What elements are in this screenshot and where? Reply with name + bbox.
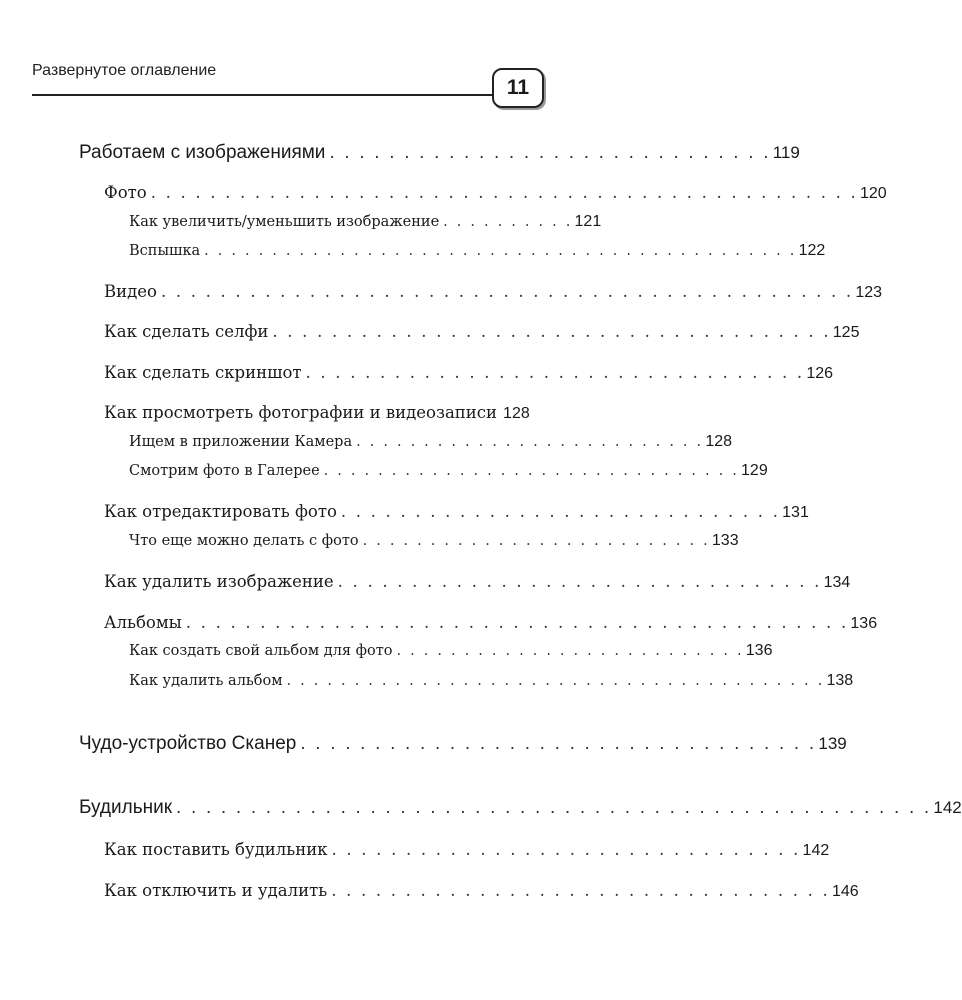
toc-entry[interactable] xyxy=(104,363,834,383)
toc-entry-label: Альбомы xyxy=(104,613,182,632)
toc-entry[interactable] xyxy=(104,502,809,522)
toc-entry-page: 128 xyxy=(503,405,530,422)
toc-entry[interactable] xyxy=(129,213,602,231)
toc-entry-label: Как сделать селфи xyxy=(104,322,269,341)
toc-entry-page: 134 xyxy=(823,574,851,591)
toc-entry-label: Ищем в приложении Камера xyxy=(129,434,353,450)
toc-entry-label: Вспышка xyxy=(129,243,201,259)
toc-entry[interactable] xyxy=(104,840,830,860)
toc-leader-dots: . . . . . . . . . . . . . . . . . . . . . . . . . . xyxy=(396,643,744,659)
toc-entry-page: 138 xyxy=(826,672,854,689)
toc-entry-label: Как удалить изображение xyxy=(104,572,334,591)
toc-entry-page: 128 xyxy=(705,433,733,450)
toc-entry-label: Как сделать скриншот xyxy=(104,363,302,382)
toc-entry[interactable] xyxy=(79,797,962,819)
running-header-title: Развернутое оглавление xyxy=(32,62,217,79)
toc-entry-page: 131 xyxy=(782,504,809,521)
page-number-badge: 11 xyxy=(492,68,544,108)
toc-leader-dots: . . . . . . . . . . . . . . . . . . . . . . . . . . . . . . . . . . xyxy=(331,881,830,900)
toc-entry-page: 142 xyxy=(933,798,962,817)
toc-leader-dots: . . . . . . . . . . . . . . . . . . . . . . . . . . . . . . . . . . . . . . . . . . . . . . . xyxy=(160,282,854,301)
toc-entry-label: Как увеличить/уменьшить изображение xyxy=(129,214,440,230)
toc-entry[interactable] xyxy=(129,433,733,451)
toc-entry-page: 133 xyxy=(711,532,739,549)
toc-entry-label: Смотрим фото в Галерее xyxy=(129,463,320,479)
toc-entry-page: 119 xyxy=(772,143,800,162)
toc-leader-dots: . . . . . . . . . . . . . . . . . . . . . . . . . . . . . . . . . . . . . . . . . . . . . . . . xyxy=(150,183,858,202)
toc-entry-label: Фото xyxy=(104,183,147,202)
toc-leader-dots: . . . . . . . . . . . . . . . . . . . . . . . . . . . . . . . . . . . . . . . . xyxy=(286,673,825,689)
toc-entry-page: 126 xyxy=(806,365,834,382)
toc-leader-dots: . . . . . . . . . . . . . . . . . . . . . . . . . . xyxy=(362,533,710,549)
toc-entry[interactable] xyxy=(129,242,826,260)
toc-entry-page: 122 xyxy=(798,242,826,259)
toc-entry-label: Как удалить альбом xyxy=(129,673,283,689)
toc-entry-page: 136 xyxy=(745,642,773,659)
toc-entry[interactable] xyxy=(104,322,860,342)
toc-leader-dots: . . . . . . . . . . . . . . . . . . . . . . . . . . . . . . . xyxy=(323,463,740,479)
toc-entry-page: 120 xyxy=(859,185,887,202)
toc-entry[interactable] xyxy=(129,672,854,690)
toc-entry[interactable] xyxy=(104,881,859,901)
toc-entry-page: 136 xyxy=(850,615,878,632)
toc-entry-page: 139 xyxy=(818,734,847,753)
toc-leader-dots: . . . . . . . . . . . . . . . . . . . . . . . . . . . . . . . . xyxy=(331,840,801,859)
toc-entry-label: Чудо-устройство Сканер xyxy=(79,733,297,754)
toc-entry-page: 123 xyxy=(855,284,883,301)
toc-entry-label: Как поставить будильник xyxy=(104,840,328,859)
toc-entry[interactable] xyxy=(129,642,773,660)
toc-leader-dots: . . . . . . . . . . . . . . . . . . . . . . . . . . . . . . . . . . . . . . . . . . . . . xyxy=(185,613,849,632)
toc-entry[interactable] xyxy=(104,613,878,633)
toc-entry-label: Работаем с изображениями xyxy=(79,142,326,163)
toc-entry[interactable] xyxy=(104,403,530,423)
toc-leader-dots: . . . . . . . . . . . . . . . . . . . . . . . . . . . . . . . . . . . xyxy=(300,733,817,754)
toc-leader-dots: . . . . . . . . . . . . . . . . . . . . . . . . . . xyxy=(356,434,704,450)
toc-leader-dots: . . . . . . . . . . . . . . . . . . . . . . . . . . . . . . xyxy=(329,142,771,163)
toc-entry-page: 129 xyxy=(741,462,768,479)
toc-entry[interactable] xyxy=(129,462,768,480)
toc-entry-page: 146 xyxy=(832,883,859,900)
toc-entry-page: 142 xyxy=(802,842,830,859)
toc-entry-label: Что еще можно делать с фото xyxy=(129,533,359,549)
toc-entry[interactable] xyxy=(129,532,739,550)
toc-entry-label: Будильник xyxy=(79,797,173,818)
toc-entry[interactable] xyxy=(104,572,851,592)
toc-entry-page: 125 xyxy=(832,324,860,341)
toc-entry[interactable] xyxy=(104,282,883,302)
toc-entry-page: 121 xyxy=(574,213,602,230)
toc-leader-dots: . . . . . . . . . . . . . . . . . . . . . . . . . . . . . . . . . . . . . . . . . . . . . . . . . . . xyxy=(176,797,932,818)
toc-entry-label: Как создать свой альбом для фото xyxy=(129,643,393,659)
toc-leader-dots: . . . . . . . . . . . . . . . . . . . . . . . . . . . . . . . . . . xyxy=(305,363,805,382)
toc-leader-dots: . . . . . . . . . . xyxy=(443,214,573,230)
toc-entry-label: Видео xyxy=(104,282,157,301)
toc-leader-dots: . . . . . . . . . . . . . . . . . . . . . . . . . . . . . . . . . . . . . . xyxy=(272,322,831,341)
toc-entry[interactable] xyxy=(104,183,887,203)
header-rule xyxy=(32,94,494,96)
toc-entry-label: Как просмотреть фотографии и видеозаписи xyxy=(104,403,498,422)
toc-leader-dots: . . . . . . . . . . . . . . . . . . . . . . . . . . . . . . . . . . . . . . . . . . . . xyxy=(204,243,797,259)
toc-leader-dots: . . . . . . . . . . . . . . . . . . . . . . . . . . . . . . . . . xyxy=(337,572,822,591)
toc-leader-dots: . . . . . . . . . . . . . . . . . . . . . . . . . . . . . . xyxy=(340,502,781,521)
toc-entry-label: Как отключить и удалить xyxy=(104,881,328,900)
toc-entry[interactable] xyxy=(79,733,847,755)
toc-entry[interactable] xyxy=(79,142,800,164)
toc-entry-label: Как отредактировать фото xyxy=(104,502,337,521)
